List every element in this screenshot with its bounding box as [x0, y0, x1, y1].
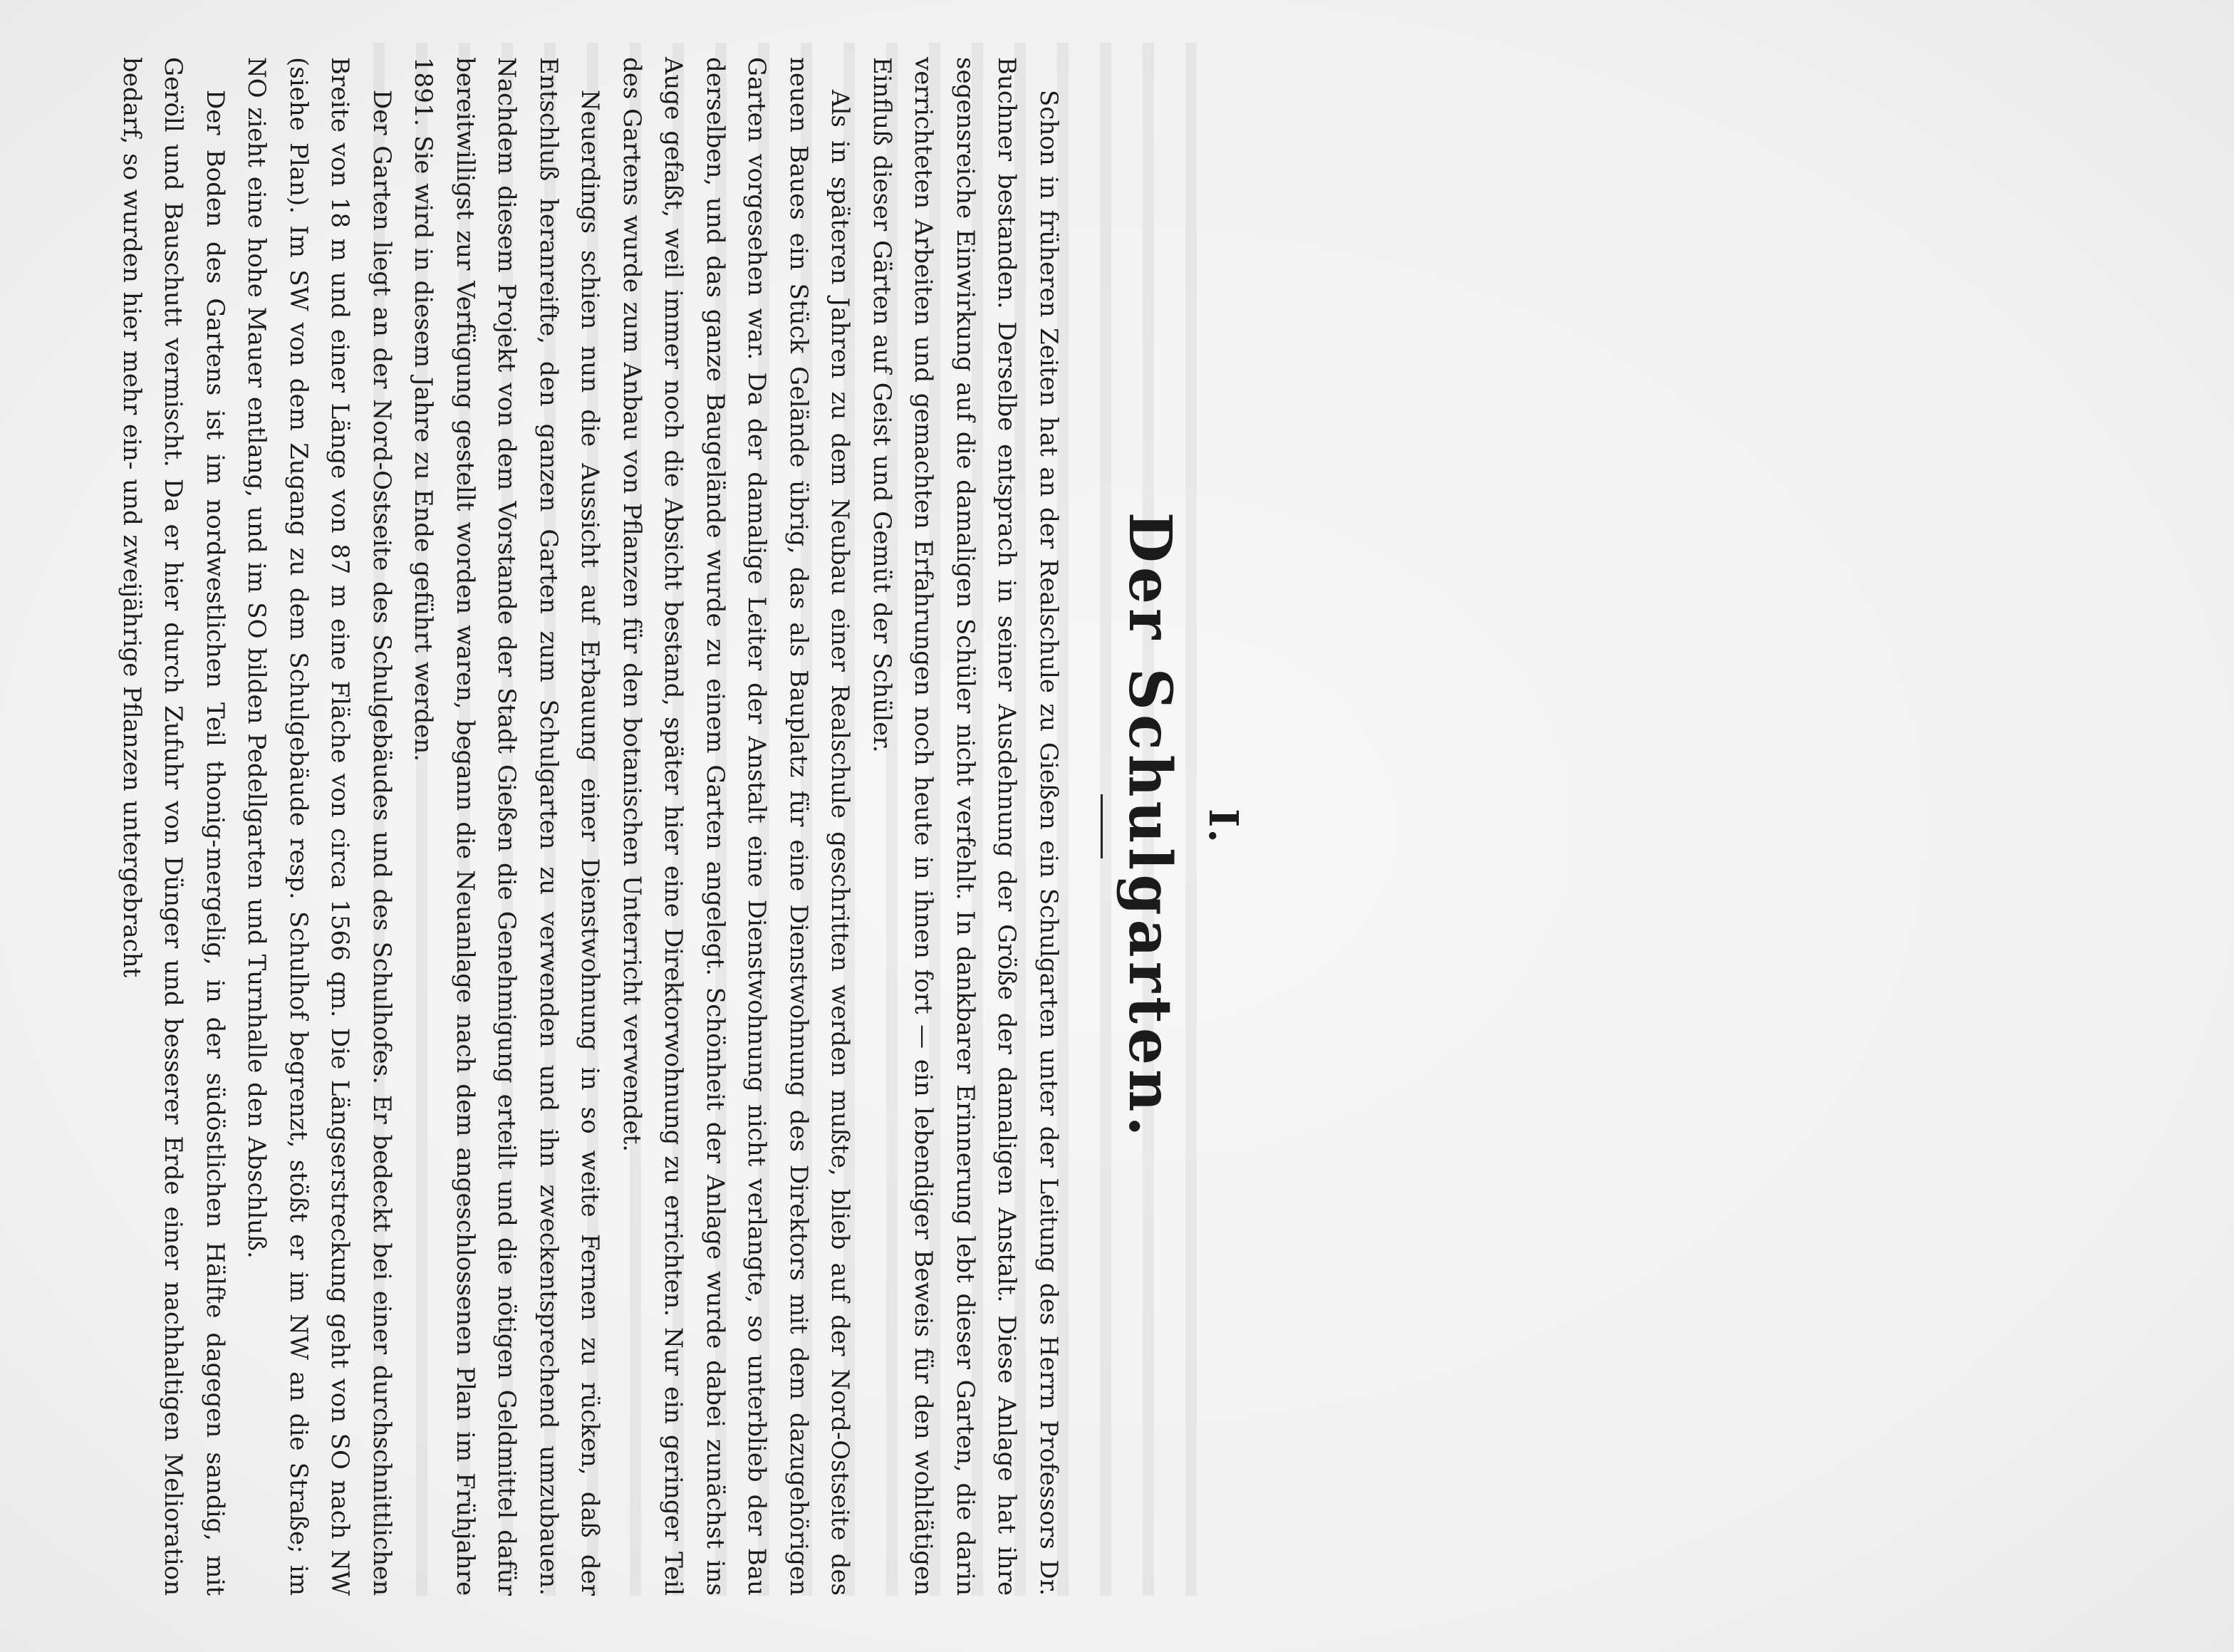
paragraph: Als in späteren Jahren zu dem Neubau einer Realschule geschritten werden mußte, blieb auf der Nord-Ostseite des neuen Baues ein Stück Gelände übrig, das als Bauplatz für eine Dienstwohnung des Direktors mit dem dazugehörigen Garten vorgesehen war. Da der damalige Leiter der Anstalt eine Dienstwohnung nicht verlangte, so unterblieb der Bau derselben, und das ganze Baugelände wurde zu einem Garten angelegt. Schönheit der Anlage wurde dabei zunächst ins Auge gefaßt, weil immer noch die Absicht bestand, später hier eine Direktorwohnung zu errichten. Nur ein geringer Teil des Gartens wurde zum Anbau von Pflanzen für den botanischen Unterricht verwendet.	[618, 57, 855, 1596]
paragraph: Der Boden des Gartens ist im nordwestlichen Teil thonig-mergelig, in der südöstlichen Hälfte dagegen sandig, mit Geröll und Bauschutt vermischt. Da er hier durch Zufuhr von Dünger und besserer Erde einer nachhaltigen Melioration bedarf, so wurden hier mehr ein- und zweijährige Pflanzen untergebracht	[118, 57, 229, 1596]
paragraph: Schon in früheren Zeiten hat an der Realschule zu Gießen ein Schulgarten unter der Leitung des Herrn Professors Dr. Buchner bestanden. Derselbe entsprach in seiner Ausdehnung der Größe der damaligen Anstalt. Diese Anlage hat ihre segensreiche Einwirkung auf die damaligen Schüler nicht verfehlt. In dankbarer Erinnerung lebt dieser Garten, die darin verrichteten Arbeiten und gemachten Erfahrungen noch heute in ihnen fort — ein lebendiger Beweis für den wohltätigen Einfluß dieser Gärten auf Geist und Gemüt der Schüler.	[868, 57, 1063, 1596]
rotated-document	[118, 50, 1247, 1603]
paragraph: Der Garten liegt an der Nord-Ostseite des Schulgebäudes und des Schulhofes. Er bedeckt bei einer durchschnittlichen Breite von 18 m und einer Länge von 87 m eine Fläche von circa 1566 qm. Die Längserstreckung geht von SO nach NW (siehe Plan). Im SW von dem Zugang zu dem Schulgebäude resp. Schulhof begrenzt, stößt er im NW an die Straße; im NO zieht eine hohe Mauer entlang, und im SO bilden Pedellgarten und Turnhalle den Abschluß.	[242, 57, 396, 1596]
chapter-number: I.	[1200, 809, 1247, 844]
chapter-title: Der Schulgarten.	[1116, 511, 1184, 1141]
body-text	[111, 57, 1070, 1596]
title-divider	[1101, 794, 1103, 858]
paragraph: Neuerdings schien nun die Aussicht auf Erbauung einer Dienstwohnung in so weite Fernen zu rücken, daß der Entschluß heranreifte, den ganzen Garten zum Schulgarten zu verwenden und ihn zweckentsprechend umzubauen. Nachdem diesem Projekt von dem Vorstande der Stadt Gießen die Genehmigung erteilt und die nötigen Geldmittel dafür bereitwilligst zur Verfügung gestellt worden waren, begann die Neuanlage nach dem angeschlossenen Plan im Frühjahre 1891. Sie wird in diesem Jahre zu Ende geführt werden.	[409, 57, 605, 1596]
